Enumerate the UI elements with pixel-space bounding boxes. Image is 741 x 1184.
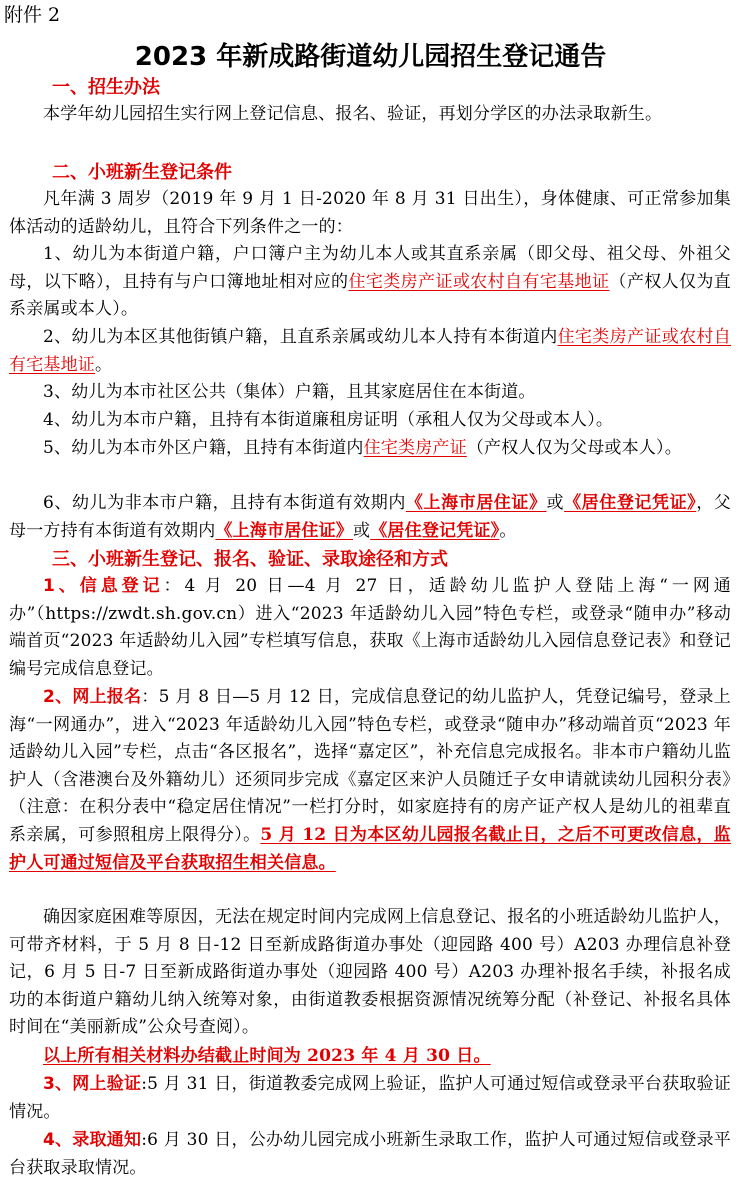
step-3-online-verification: 3、网上验证:5 月 31 日，街道教委完成网上验证，监护人可通过短信或登录平台获取验证情况。 bbox=[9, 1074, 731, 1122]
residence-registration-highlight: 《居住登记凭证》 bbox=[564, 493, 697, 513]
condition-5: 5、幼儿为本市外区户籍，且持有本街道内住宅类房产证（产权人仅为父母或本人）。 bbox=[43, 438, 682, 458]
step-label: 4、录取通知 bbox=[43, 1130, 142, 1150]
step-label: 3、网上验证 bbox=[43, 1074, 142, 1094]
residence-permit-highlight: 《上海市居住证》 bbox=[405, 493, 547, 513]
residence-registration-highlight: 《居住登记凭证》 bbox=[370, 520, 500, 541]
condition-2: 2、幼儿为本区其他街镇户籍，且直系亲属或幼儿本人持有本街道内住宅类房产证或农村自有宅基地证。 bbox=[9, 327, 731, 375]
condition-4: 4、幼儿为本市户籍，且持有本街道廉租房证明（承租人仅为父母或本人）。 bbox=[43, 410, 614, 430]
condition-3: 3、幼儿为本市社区公共（集体）户籍，且其家庭居住在本街道。 bbox=[43, 382, 536, 402]
section-1-heading: 一、招生办法 bbox=[52, 77, 160, 98]
property-certificate-highlight: 住宅类房产证 bbox=[363, 438, 467, 458]
annex-label: 附件 2 bbox=[4, 4, 61, 26]
property-certificate-highlight: 住宅类房产证或农村自有宅基地证 bbox=[348, 271, 610, 292]
section-2-heading: 二、小班新生登记条件 bbox=[52, 162, 232, 183]
section-2-intro: 凡年满 3 周岁（2019 年 9 月 1 日-2020 年 8 月 31 日出生），身体健康、可正常参加集体活动的适龄幼儿，且符合下列条件之一的： bbox=[9, 189, 731, 237]
supplementary-registration-paragraph: 确因家庭困难等原因，无法在规定时间内完成网上信息登记、报名的小班适龄幼儿监护人，可带齐材料，于 5 月 8 日-12 日至新成路街道办事处（迎园路 400 号）A203 办理信息补登记，6 月 5 日-7 日至新成路街道办事处（迎园路 400 号）A203 办理补报名手续，补报名成功的本街道户籍幼儿纳入统筹对象，由街道教委根据资源情况统筹分配（补登记、补报名具体时间在“美丽新成”公众号查阅）。 bbox=[9, 907, 731, 1038]
step-4-admission-notice: 4、录取通知:6 月 30 日，公办幼儿园完成小班新生录取工作，监护人可通过短信或登录平台获取录取情况。 bbox=[9, 1130, 731, 1178]
residence-permit-highlight: 《上海市居住证》 bbox=[215, 520, 354, 541]
section-3-heading: 三、小班新生登记、报名、验证、录取途径和方式 bbox=[52, 549, 448, 570]
step-2-online-application: 2、网上报名：5 月 8 日—5 月 12 日，完成信息登记的幼儿监护人，凭登记编号，登录上海“一网通办”，进入“2023 年适龄幼儿入园”特色专栏，或登录“随申办”移动端首页“2023 年适龄幼儿入园”专栏，点击“各区报名”，选择“嘉定区”，补充信息完成报名。非本市户籍幼儿监护人（含港澳台及外籍幼儿）还须同步完成《嘉定区来沪人员随迁子女申请就读幼儿园积分表》（注意：在积分表中“稳定居住情况”一栏打分时，如家庭持有的房产证产权人是幼儿的祖辈直系亲属，可参照租房上限得分）。5 月 12 日为本区幼儿园报名截止日，之后不可更改信息，监护人可通过短信及平台获取招生相关信息。 bbox=[9, 687, 731, 873]
step-label: 2、网上报名 bbox=[43, 687, 142, 707]
application-deadline-notice: 5 月 12 日为本区幼儿园报名截止日，之后不可更改信息，监护人可通过短信及平台获取招生相关信息。 bbox=[9, 824, 731, 873]
section-1-paragraph: 本学年幼儿园招生实行网上登记信息、报名、验证，再划分学区的办法录取新生。 bbox=[43, 104, 663, 124]
condition-1: 1、幼儿为本街道户籍，户口簿户主为幼儿本人或其直系亲属（即父母、祖父母、外祖父母，以下略），且持有与户口簿地址相对应的住宅类房产证或农村自有宅基地证（产权人仅为直系亲属或本人）。 bbox=[9, 244, 732, 320]
step-label: 1、信息登记 bbox=[43, 576, 164, 596]
condition-6: 6、幼儿为非本市户籍，且持有本街道有效期内《上海市居住证》或《居住登记凭证》，父母一方持有本街道有效期内《上海市居住证》或《居住登记凭证》。 bbox=[9, 493, 731, 541]
property-certificate-highlight: 住宅类房产证或农村自有宅基地证 bbox=[9, 327, 731, 375]
step-1-information-registration: 1、信息登记：4 月 20 日—4 月 27 日，适龄幼儿监护人登陆上海“一网通办”（https://zwdt.sh.gov.cn）进入“2023 年适龄幼儿入园”特色专栏，或登录“随申办”移动端首页“2023 年适龄幼儿入园”专栏填写信息，获取《上海市适龄幼儿入园信息登记表》和登记编号完成信息登记。 bbox=[9, 576, 731, 679]
document-title: 2023 年新成路街道幼儿园招生登记通告 bbox=[134, 42, 607, 72]
materials-deadline-notice: 以上所有相关材料办结截止时间为 2023 年 4 月 30 日。 bbox=[43, 1046, 491, 1066]
